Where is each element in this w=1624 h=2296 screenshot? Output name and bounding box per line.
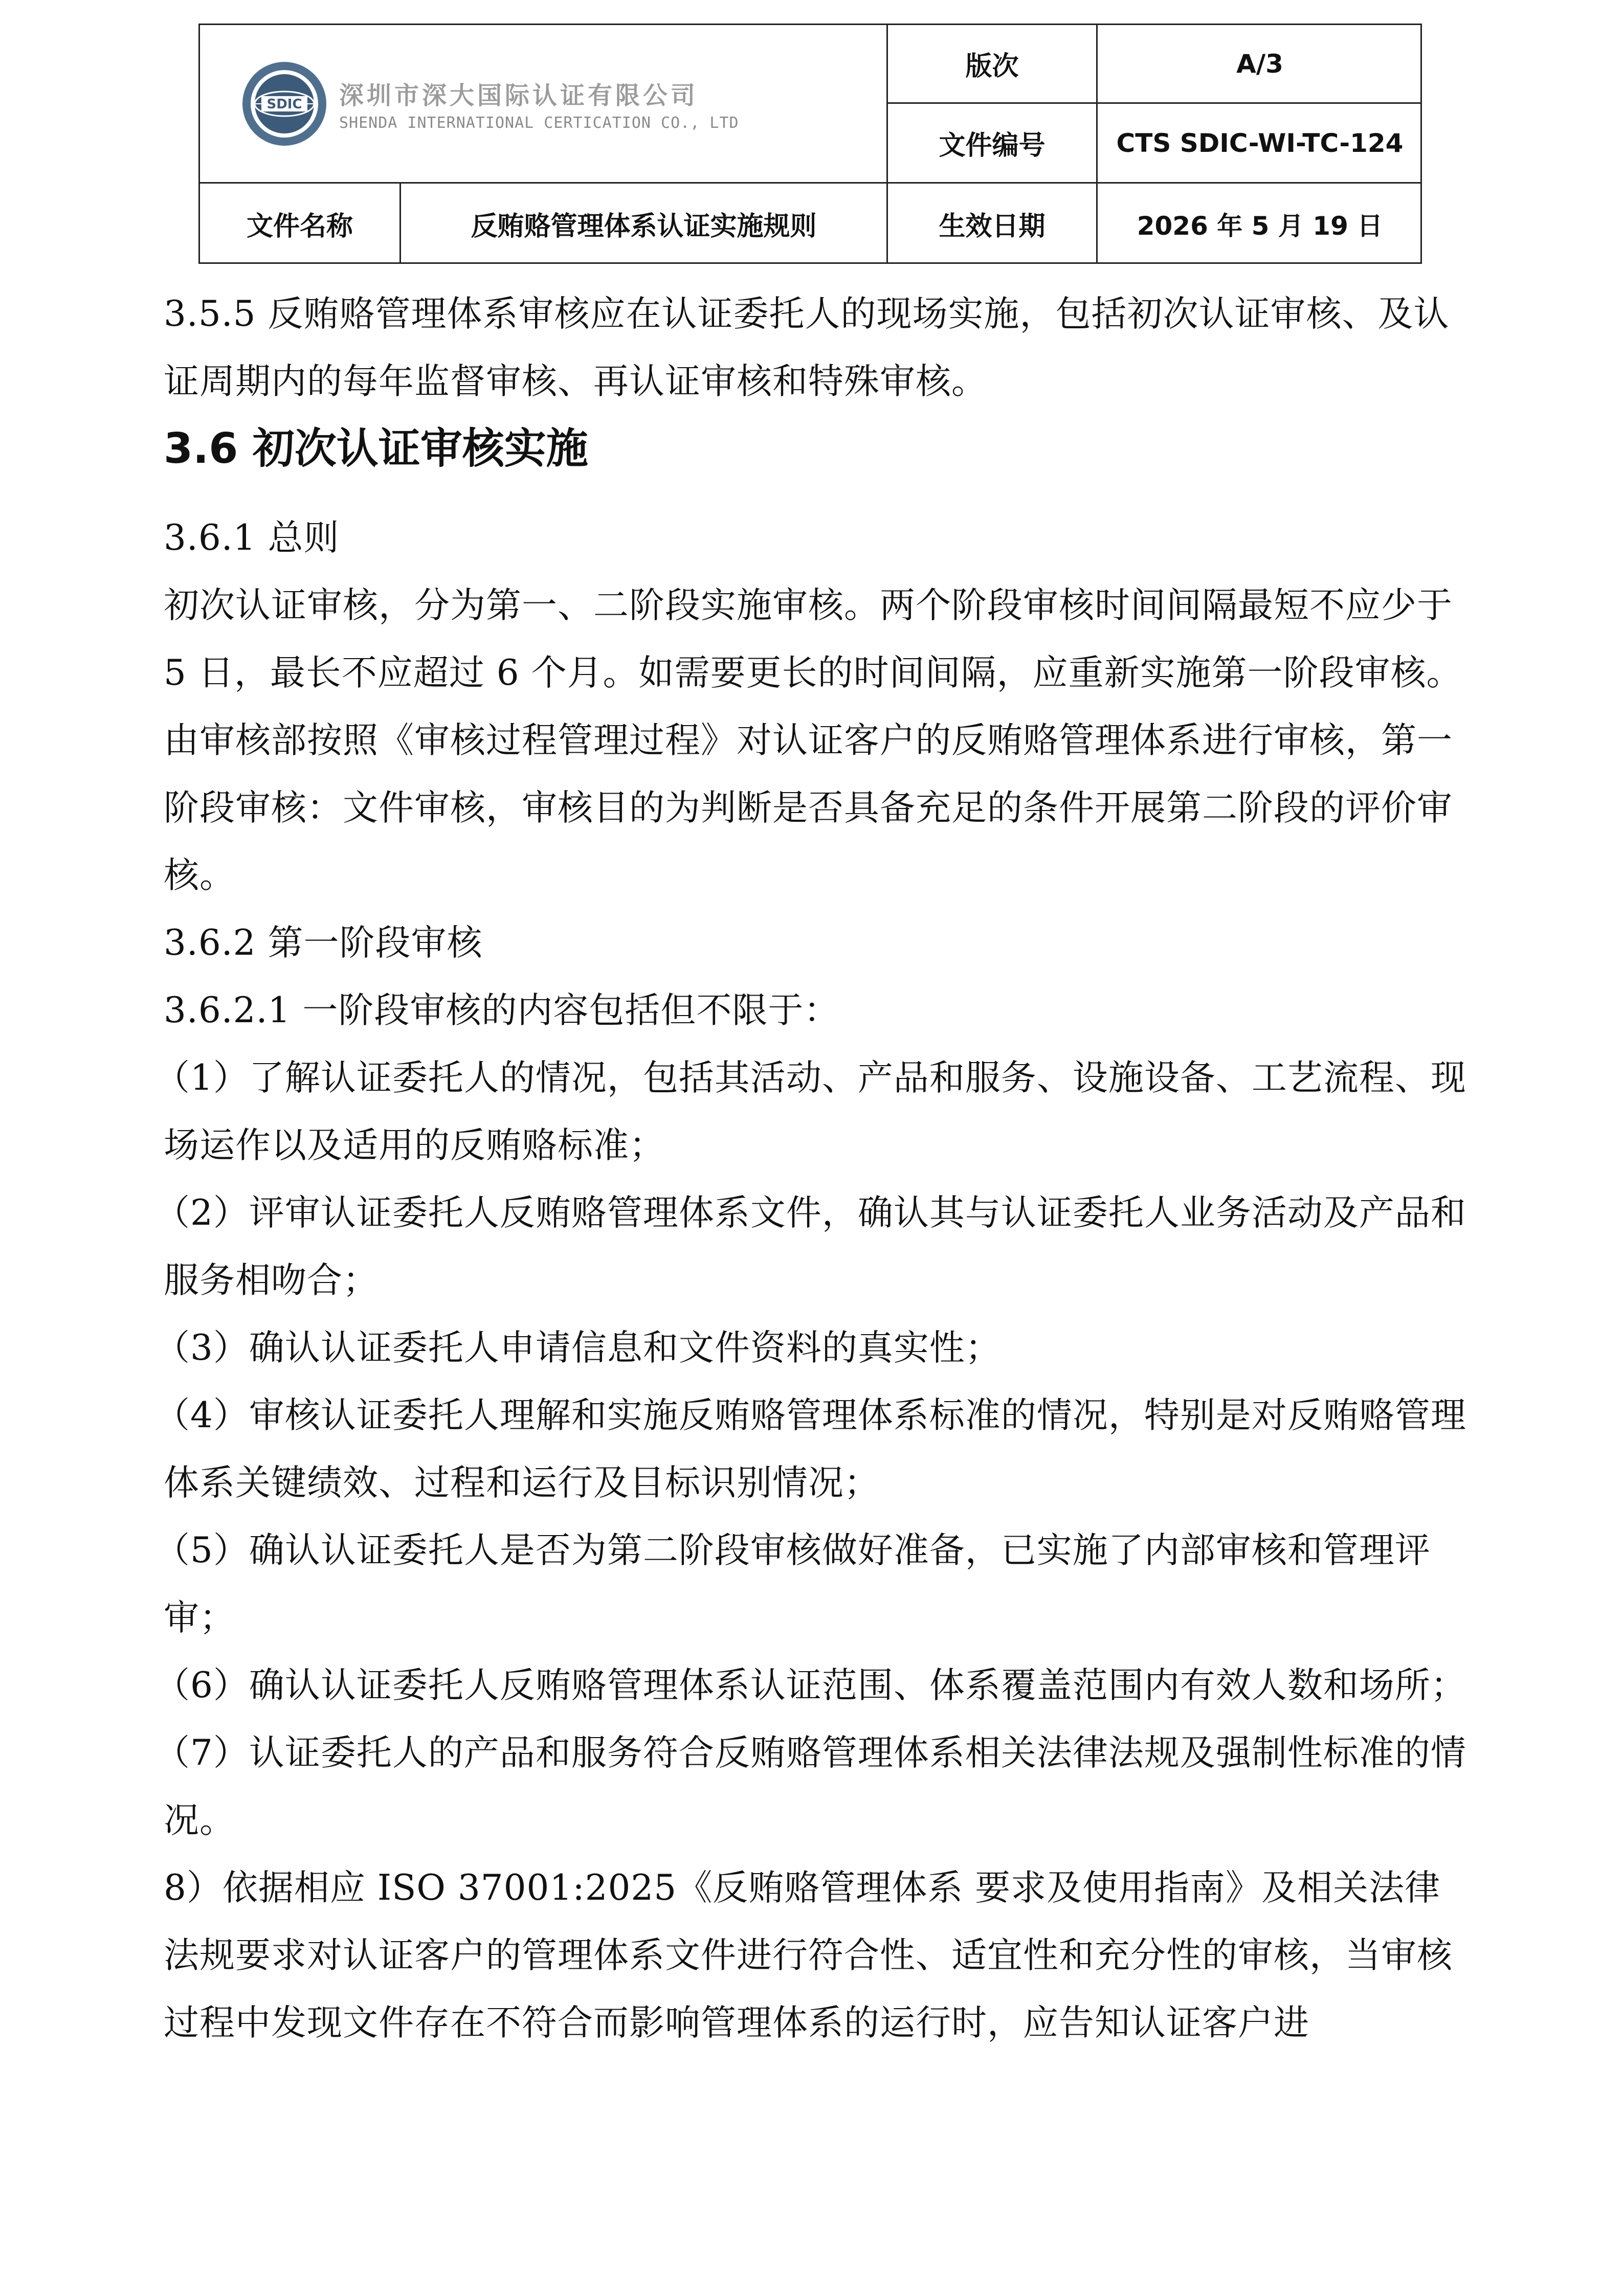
document-name-label: 文件名称 xyxy=(246,211,353,242)
list-item: （7）认证委托人的产品和服务符合反贿赂管理体系相关法律法规及强制性标准的情况。 xyxy=(154,1732,1466,1841)
clause-3-6-2-title: 3.6.2 第一阶段审核 xyxy=(164,922,483,963)
company-seal-icon xyxy=(241,60,328,147)
list-item: （6）确认认证委托人反贿赂管理体系认证范围、体系覆盖范围内有效人数和场所； xyxy=(154,1665,1466,1706)
document-header-table xyxy=(198,24,1422,264)
document-number-label: 文件编号 xyxy=(939,130,1045,161)
clause-3-6-1-text: 初次认证审核，分为第一、二阶段实施审核。两个阶段审核时间间隔最短不应少于 5 日，最长不应超过 6 个月。如需要更长的时间间隔，应重新实施第一阶段审核。由审核部按照《审核过程管理过程》对认证客户的反贿赂管理体系进行审核，第一阶段审核：文件审核，审核目的为判断是否具备充足的条件开展第二阶段的评价审核。 xyxy=(164,585,1462,896)
clause-3-5-5: 3.5.5 反贿赂管理体系审核应在认证委托人的现场实施，包括初次认证审核、及认证周期内的每年监督审核、再认证审核和特殊审核。 xyxy=(164,294,1450,402)
list-item: （1）了解认证委托人的情况，包括其活动、产品和服务、设施设备、工艺流程、现场运作以及适用的反贿赂标准； xyxy=(154,1057,1466,1166)
document-number-value: CTS SDIC-WI-TC-124 xyxy=(1116,128,1404,158)
effective-date-label: 生效日期 xyxy=(939,211,1045,242)
list-item: （3）确认认证委托人申请信息和文件资料的真实性； xyxy=(154,1327,1001,1368)
list-item: （5）确认认证委托人是否为第二阶段审核做好准备，已实施了内部审核和管理评审； xyxy=(154,1530,1431,1638)
company-name-en: SHENDA INTERNATIONAL CERTICATION CO., LTD xyxy=(339,114,739,132)
version-value: A/3 xyxy=(1236,49,1283,79)
list-item: （4）审核认证委托人理解和实施反贿赂管理体系标准的情况，特别是对反贿赂管理体系关键绩效、过程和运行及目标识别情况； xyxy=(154,1395,1466,1503)
list-item: 8）依据相应 ISO 37001:2025《反贿赂管理体系 要求及使用指南》及相关法律法规要求对认证客户的管理体系文件进行符合性、适宜性和充分性的审核，当审核过程中发现文件存在不符合而影响管理体系的运行时，应告知认证客户进 xyxy=(164,1867,1453,2043)
company-name-cn: 深圳市深大国际认证有限公司 xyxy=(339,81,699,110)
list-item: （2）评审认证委托人反贿赂管理体系文件，确认其与认证委托人业务活动及产品和服务相吻合； xyxy=(154,1192,1466,1301)
effective-date-value: 2026 年 5 月 19 日 xyxy=(1137,211,1383,241)
company-logo-block xyxy=(200,25,888,182)
clause-3-6-1-title: 3.6.1 总则 xyxy=(164,517,340,558)
svg-text:SDIC: SDIC xyxy=(266,96,302,112)
version-label: 版次 xyxy=(965,51,1019,82)
clause-3-6-2-1: 3.6.2.1 一阶段审核的内容包括但不限于： xyxy=(164,990,840,1031)
document-body xyxy=(154,280,1473,2057)
document-name-value: 反贿赂管理体系认证实施规则 xyxy=(471,211,817,242)
section-heading-3-6: 3.6 初次认证审核实施 xyxy=(164,424,588,473)
